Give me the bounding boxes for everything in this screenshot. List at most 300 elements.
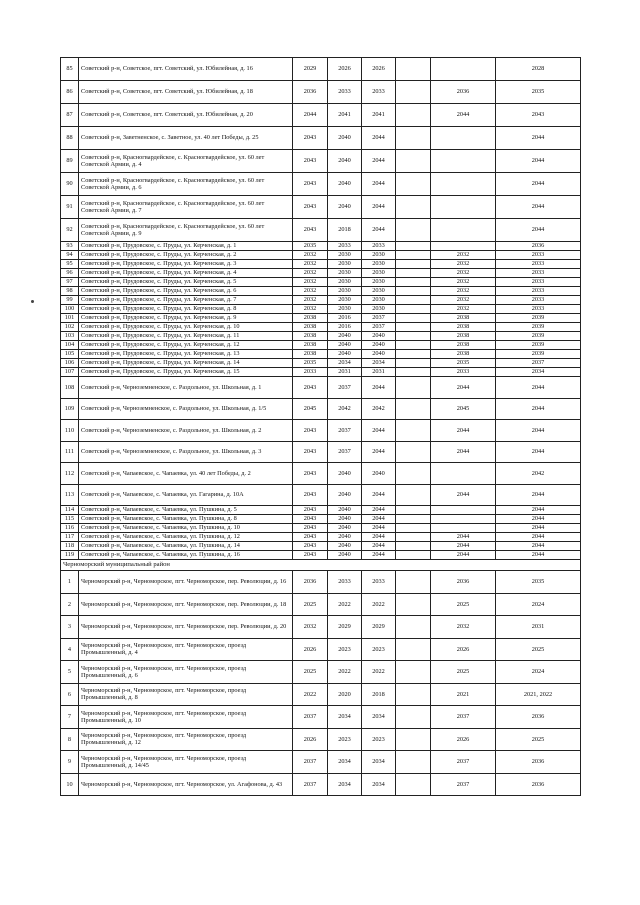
year-cell (396, 251, 431, 260)
year-cell (396, 341, 431, 350)
year-cell: 2034 (362, 773, 396, 796)
year-cell: 2025 (496, 638, 581, 661)
year-cell (396, 104, 431, 127)
row-number-cell: 111 (61, 441, 79, 463)
year-cell: 2032 (293, 287, 328, 296)
year-cell: 2040 (328, 463, 362, 485)
table-row (61, 81, 581, 104)
section-title: Черноморский муниципальный район (61, 560, 581, 571)
year-cell (396, 260, 431, 269)
year-cell: 2029 (293, 58, 328, 81)
row-number-cell: 106 (61, 359, 79, 368)
year-cell: 2043 (293, 441, 328, 463)
year-cell: 2033 (362, 242, 396, 251)
address-cell: Черноморский р-н, Черноморское, пгт. Черноморское, пер. Революции, д. 18 (79, 593, 293, 616)
row-number-cell: 95 (61, 260, 79, 269)
year-cell: 2025 (293, 661, 328, 684)
year-cell: 2030 (362, 269, 396, 278)
year-cell: 2026 (431, 728, 496, 751)
year-cell (431, 515, 496, 524)
year-cell: 2033 (496, 278, 581, 287)
table-row (61, 751, 581, 774)
year-cell (396, 332, 431, 341)
year-cell (396, 323, 431, 332)
year-cell: 2025 (496, 728, 581, 751)
year-cell: 2023 (328, 638, 362, 661)
address-cell: Советский р-н, Советское, пгт. Советский, ул. Юбилейная, д. 18 (79, 81, 293, 104)
table-row (61, 150, 581, 173)
year-cell: 2016 (328, 314, 362, 323)
table-row (61, 368, 581, 377)
year-cell: 2033 (496, 251, 581, 260)
year-cell: 2037 (431, 773, 496, 796)
year-cell: 2044 (362, 506, 396, 515)
year-cell: 2028 (496, 58, 581, 81)
year-cell: 2040 (328, 515, 362, 524)
table-row (61, 533, 581, 542)
year-cell: 2044 (362, 533, 396, 542)
year-cell: 2039 (496, 323, 581, 332)
year-cell: 2039 (496, 314, 581, 323)
row-number-cell: 107 (61, 368, 79, 377)
year-cell: 2038 (431, 341, 496, 350)
year-cell: 2030 (328, 287, 362, 296)
row-number-cell: 7 (61, 706, 79, 729)
address-cell: Советский р-н, Советское, пгт. Советский, ул. Юбилейная, д. 16 (79, 58, 293, 81)
year-cell: 2044 (362, 127, 396, 150)
year-cell: 2022 (362, 593, 396, 616)
row-number-cell: 117 (61, 533, 79, 542)
year-cell (396, 377, 431, 399)
year-cell (396, 58, 431, 81)
year-cell: 2043 (293, 127, 328, 150)
row-number-cell: 8 (61, 728, 79, 751)
year-cell: 2044 (496, 196, 581, 219)
year-cell: 2033 (496, 260, 581, 269)
year-cell: 2044 (362, 484, 396, 506)
year-cell: 2040 (328, 173, 362, 196)
housing-table-sheet (60, 57, 580, 796)
table-row (61, 332, 581, 341)
year-cell: 2032 (293, 260, 328, 269)
year-cell: 2030 (328, 260, 362, 269)
year-cell: 2032 (293, 251, 328, 260)
year-cell: 2032 (431, 260, 496, 269)
address-cell: Советский р-н, Чапаевское, с. Чапаевка, ул. Пушкина, д. 5 (79, 506, 293, 515)
year-cell: 2034 (362, 359, 396, 368)
address-cell: Советский р-н, Прудовское, с. Пруды, ул. Керченская, д. 2 (79, 251, 293, 260)
year-cell: 2040 (328, 150, 362, 173)
year-cell: 2029 (362, 616, 396, 639)
address-cell: Советский р-н, Советское, пгт. Советский, ул. Юбилейная, д. 20 (79, 104, 293, 127)
year-cell: 2044 (496, 542, 581, 551)
table-row (61, 323, 581, 332)
table-row (61, 278, 581, 287)
table-row (61, 638, 581, 661)
year-cell: 2044 (431, 533, 496, 542)
year-cell: 2036 (293, 571, 328, 594)
year-cell: 2044 (496, 524, 581, 533)
year-cell (396, 127, 431, 150)
year-cell (396, 524, 431, 533)
year-cell: 2040 (362, 463, 396, 485)
year-cell: 2044 (496, 150, 581, 173)
row-number-cell: 9 (61, 751, 79, 774)
year-cell: 2030 (328, 278, 362, 287)
year-cell: 2044 (496, 551, 581, 560)
row-number-cell: 2 (61, 593, 79, 616)
address-cell: Черноморский р-н, Черноморское, пгт. Черноморское, пер. Революции, д. 16 (79, 571, 293, 594)
year-cell: 2044 (362, 441, 396, 463)
year-cell: 2022 (362, 661, 396, 684)
year-cell: 2036 (496, 706, 581, 729)
year-cell (396, 506, 431, 515)
year-cell (396, 420, 431, 442)
year-cell (431, 506, 496, 515)
year-cell: 2036 (431, 571, 496, 594)
year-cell: 2040 (328, 196, 362, 219)
year-cell: 2038 (431, 350, 496, 359)
row-number-cell: 4 (61, 638, 79, 661)
table-row (61, 398, 581, 420)
year-cell: 2030 (362, 260, 396, 269)
table-row (61, 196, 581, 219)
row-number-cell: 90 (61, 173, 79, 196)
year-cell: 2044 (431, 377, 496, 399)
year-cell: 2034 (496, 368, 581, 377)
year-cell: 2030 (328, 251, 362, 260)
address-cell: Советский р-н, Чапаевское, с. Чапаевка, ул. Пушкина, д. 10 (79, 524, 293, 533)
year-cell: 2033 (496, 296, 581, 305)
row-number-cell: 88 (61, 127, 79, 150)
year-cell: 2042 (496, 463, 581, 485)
year-cell: 2030 (362, 296, 396, 305)
year-cell: 2030 (362, 305, 396, 314)
year-cell: 2044 (362, 551, 396, 560)
row-number-cell: 118 (61, 542, 79, 551)
address-cell: Советский р-н, Прудовское, с. Пруды, ул. Керченская, д. 9 (79, 314, 293, 323)
year-cell: 2044 (431, 441, 496, 463)
table-row (61, 524, 581, 533)
address-cell: Советский р-н, Красногвардейское, с. Красногвардейское, ул. 60 лет Советской Армии, д. 6 (79, 173, 293, 196)
year-cell: 2044 (496, 506, 581, 515)
year-cell: 2038 (293, 332, 328, 341)
year-cell: 2039 (496, 350, 581, 359)
table-row (61, 571, 581, 594)
year-cell: 2020 (328, 683, 362, 706)
year-cell: 2040 (328, 542, 362, 551)
table-row (61, 219, 581, 242)
year-cell (396, 683, 431, 706)
table-row (61, 305, 581, 314)
table-row (61, 683, 581, 706)
year-cell (396, 150, 431, 173)
year-cell: 2037 (362, 323, 396, 332)
row-number-cell: 119 (61, 551, 79, 560)
year-cell: 2044 (496, 377, 581, 399)
year-cell: 2036 (496, 242, 581, 251)
row-number-cell: 96 (61, 269, 79, 278)
year-cell: 2030 (328, 269, 362, 278)
year-cell (396, 542, 431, 551)
year-cell: 2039 (496, 341, 581, 350)
year-cell: 2032 (431, 269, 496, 278)
row-number-cell: 100 (61, 305, 79, 314)
row-number-cell: 5 (61, 661, 79, 684)
address-cell: Черноморский р-н, Черноморское, пгт. Черноморское, проезд Промышленный, д. 14/45 (79, 751, 293, 774)
year-cell: 2034 (362, 751, 396, 774)
year-cell: 2037 (293, 751, 328, 774)
year-cell (396, 463, 431, 485)
row-number-cell: 110 (61, 420, 79, 442)
year-cell: 2029 (328, 616, 362, 639)
year-cell: 2037 (362, 314, 396, 323)
year-cell: 2040 (362, 332, 396, 341)
year-cell: 2043 (293, 524, 328, 533)
row-number-cell: 89 (61, 150, 79, 173)
section-header-row (61, 560, 581, 571)
address-cell: Советский р-н, Чапаевское, с. Чапаевка, ул. Пушкина, д. 16 (79, 551, 293, 560)
year-cell: 2043 (293, 542, 328, 551)
year-cell: 2033 (496, 287, 581, 296)
year-cell: 2042 (362, 398, 396, 420)
address-cell: Советский р-н, Прудовское, с. Пруды, ул. Керченская, д. 14 (79, 359, 293, 368)
table-row (61, 551, 581, 560)
address-cell: Советский р-н, Прудовское, с. Пруды, ул. Керченская, д. 7 (79, 296, 293, 305)
table-row (61, 260, 581, 269)
table-row (61, 269, 581, 278)
year-cell: 2044 (293, 104, 328, 127)
year-cell: 2034 (328, 706, 362, 729)
year-cell: 2031 (362, 368, 396, 377)
address-cell: Советский р-н, Черноземненское, с. Раздольное, ул. Школьная, д. 3 (79, 441, 293, 463)
year-cell: 2045 (293, 398, 328, 420)
year-cell: 2030 (362, 251, 396, 260)
year-cell: 2044 (431, 542, 496, 551)
address-cell: Советский р-н, Прудовское, с. Пруды, ул. Керченская, д. 4 (79, 269, 293, 278)
table-row (61, 287, 581, 296)
year-cell: 2025 (431, 661, 496, 684)
row-number-cell: 92 (61, 219, 79, 242)
year-cell: 2024 (496, 593, 581, 616)
year-cell: 2040 (328, 506, 362, 515)
table-row (61, 706, 581, 729)
year-cell (431, 150, 496, 173)
year-cell: 2044 (496, 515, 581, 524)
year-cell: 2044 (496, 173, 581, 196)
table-row (61, 341, 581, 350)
table-row (61, 127, 581, 150)
year-cell (396, 269, 431, 278)
year-cell: 2044 (496, 441, 581, 463)
address-cell: Советский р-н, Черноземненское, с. Раздольное, ул. Школьная, д. 2 (79, 420, 293, 442)
year-cell: 2037 (328, 377, 362, 399)
year-cell: 2033 (362, 571, 396, 594)
year-cell: 2040 (328, 524, 362, 533)
address-cell: Советский р-н, Прудовское, с. Пруды, ул. Керченская, д. 15 (79, 368, 293, 377)
year-cell: 2040 (328, 332, 362, 341)
year-cell: 2035 (293, 242, 328, 251)
year-cell (431, 173, 496, 196)
year-cell: 2023 (328, 728, 362, 751)
year-cell: 2040 (328, 551, 362, 560)
year-cell: 2032 (431, 278, 496, 287)
year-cell: 2037 (293, 773, 328, 796)
address-cell: Советский р-н, Заветненское, с. Заветное, ул. 40 лет Победы, д. 25 (79, 127, 293, 150)
table-row (61, 377, 581, 399)
year-cell (396, 515, 431, 524)
year-cell: 2032 (293, 296, 328, 305)
year-cell: 2038 (431, 314, 496, 323)
year-cell (396, 533, 431, 542)
year-cell (431, 463, 496, 485)
year-cell: 2034 (328, 773, 362, 796)
year-cell: 2022 (293, 683, 328, 706)
year-cell (431, 219, 496, 242)
row-number-cell: 116 (61, 524, 79, 533)
year-cell: 2035 (293, 359, 328, 368)
year-cell (431, 58, 496, 81)
year-cell: 2044 (496, 127, 581, 150)
year-cell: 2035 (431, 359, 496, 368)
year-cell: 2040 (362, 350, 396, 359)
year-cell (396, 728, 431, 751)
year-cell: 2030 (328, 305, 362, 314)
year-cell: 2041 (328, 104, 362, 127)
year-cell: 2038 (293, 350, 328, 359)
table-row (61, 515, 581, 524)
address-cell: Советский р-н, Чапаевское, с. Чапаевка, ул. Пушкина, д. 8 (79, 515, 293, 524)
scan-dot-mark (31, 300, 34, 303)
year-cell (431, 196, 496, 219)
year-cell: 2044 (362, 420, 396, 442)
address-cell: Черноморский р-н, Черноморское, пгт. Черноморское, проезд Промышленный, д. 6 (79, 661, 293, 684)
year-cell: 2034 (328, 359, 362, 368)
row-number-cell: 104 (61, 341, 79, 350)
year-cell (396, 314, 431, 323)
table-row (61, 350, 581, 359)
address-cell: Советский р-н, Чапаевское, с. Чапаевка, ул. Пушкина, д. 14 (79, 542, 293, 551)
year-cell: 2037 (431, 751, 496, 774)
year-cell (396, 773, 431, 796)
table-row (61, 251, 581, 260)
year-cell (396, 616, 431, 639)
year-cell: 2033 (496, 305, 581, 314)
year-cell (396, 278, 431, 287)
address-cell: Советский р-н, Прудовское, с. Пруды, ул. Керченская, д. 8 (79, 305, 293, 314)
year-cell: 2032 (293, 278, 328, 287)
year-cell: 2044 (362, 542, 396, 551)
row-number-cell: 97 (61, 278, 79, 287)
row-number-cell: 108 (61, 377, 79, 399)
year-cell: 2025 (293, 593, 328, 616)
row-number-cell: 87 (61, 104, 79, 127)
address-cell: Черноморский р-н, Черноморское, пгт. Черноморское, проезд Промышленный, д. 8 (79, 683, 293, 706)
year-cell (396, 242, 431, 251)
row-number-cell: 91 (61, 196, 79, 219)
year-cell: 2022 (328, 593, 362, 616)
year-cell: 2038 (431, 332, 496, 341)
year-cell: 2043 (293, 533, 328, 542)
housing-repair-table (60, 57, 581, 796)
year-cell: 2016 (328, 323, 362, 332)
row-number-cell: 3 (61, 616, 79, 639)
row-number-cell: 105 (61, 350, 79, 359)
year-cell: 2032 (293, 269, 328, 278)
year-cell: 2018 (362, 683, 396, 706)
table-row (61, 463, 581, 485)
table-row (61, 242, 581, 251)
year-cell: 2018 (328, 219, 362, 242)
year-cell: 2038 (293, 314, 328, 323)
year-cell (396, 551, 431, 560)
table-row (61, 58, 581, 81)
year-cell (396, 173, 431, 196)
address-cell: Советский р-н, Черноземненское, с. Раздольное, ул. Школьная, д. 1 (79, 377, 293, 399)
row-number-cell: 102 (61, 323, 79, 332)
year-cell: 2030 (362, 287, 396, 296)
year-cell: 2044 (496, 533, 581, 542)
table-row (61, 661, 581, 684)
year-cell: 2035 (496, 571, 581, 594)
year-cell: 2043 (293, 515, 328, 524)
year-cell: 2026 (293, 728, 328, 751)
address-cell: Черноморский р-н, Черноморское, пгт. Черноморское, пер. Революции, д. 20 (79, 616, 293, 639)
year-cell: 2021, 2022 (496, 683, 581, 706)
year-cell (396, 305, 431, 314)
row-number-cell: 86 (61, 81, 79, 104)
year-cell: 2044 (362, 377, 396, 399)
address-cell: Советский р-н, Прудовское, с. Пруды, ул. Керченская, д. 1 (79, 242, 293, 251)
year-cell: 2031 (496, 616, 581, 639)
year-cell (396, 638, 431, 661)
year-cell: 2044 (431, 104, 496, 127)
year-cell: 2043 (293, 196, 328, 219)
year-cell: 2034 (328, 751, 362, 774)
address-cell: Советский р-н, Чапаевское, с. Чапаевка, ул. Гагарина, д. 10А (79, 484, 293, 506)
year-cell: 2030 (328, 296, 362, 305)
year-cell (396, 398, 431, 420)
year-cell: 2044 (496, 398, 581, 420)
year-cell: 2030 (362, 278, 396, 287)
address-cell: Черноморский р-н, Черноморское, пгт. Черноморское, проезд Промышленный, д. 10 (79, 706, 293, 729)
year-cell (396, 484, 431, 506)
year-cell: 2026 (362, 58, 396, 81)
year-cell: 2044 (431, 484, 496, 506)
year-cell: 2040 (328, 484, 362, 506)
row-number-cell: 114 (61, 506, 79, 515)
year-cell: 2043 (293, 506, 328, 515)
year-cell (396, 287, 431, 296)
year-cell: 2037 (496, 359, 581, 368)
year-cell: 2037 (328, 441, 362, 463)
year-cell: 2043 (293, 219, 328, 242)
year-cell: 2036 (496, 751, 581, 774)
year-cell: 2032 (431, 251, 496, 260)
row-number-cell: 93 (61, 242, 79, 251)
year-cell: 2033 (431, 368, 496, 377)
year-cell: 2044 (496, 219, 581, 242)
year-cell: 2026 (293, 638, 328, 661)
year-cell: 2032 (431, 296, 496, 305)
year-cell: 2021 (431, 683, 496, 706)
table-row (61, 773, 581, 796)
year-cell: 2036 (496, 773, 581, 796)
year-cell: 2044 (362, 196, 396, 219)
year-cell (396, 81, 431, 104)
table-row (61, 314, 581, 323)
year-cell (396, 196, 431, 219)
